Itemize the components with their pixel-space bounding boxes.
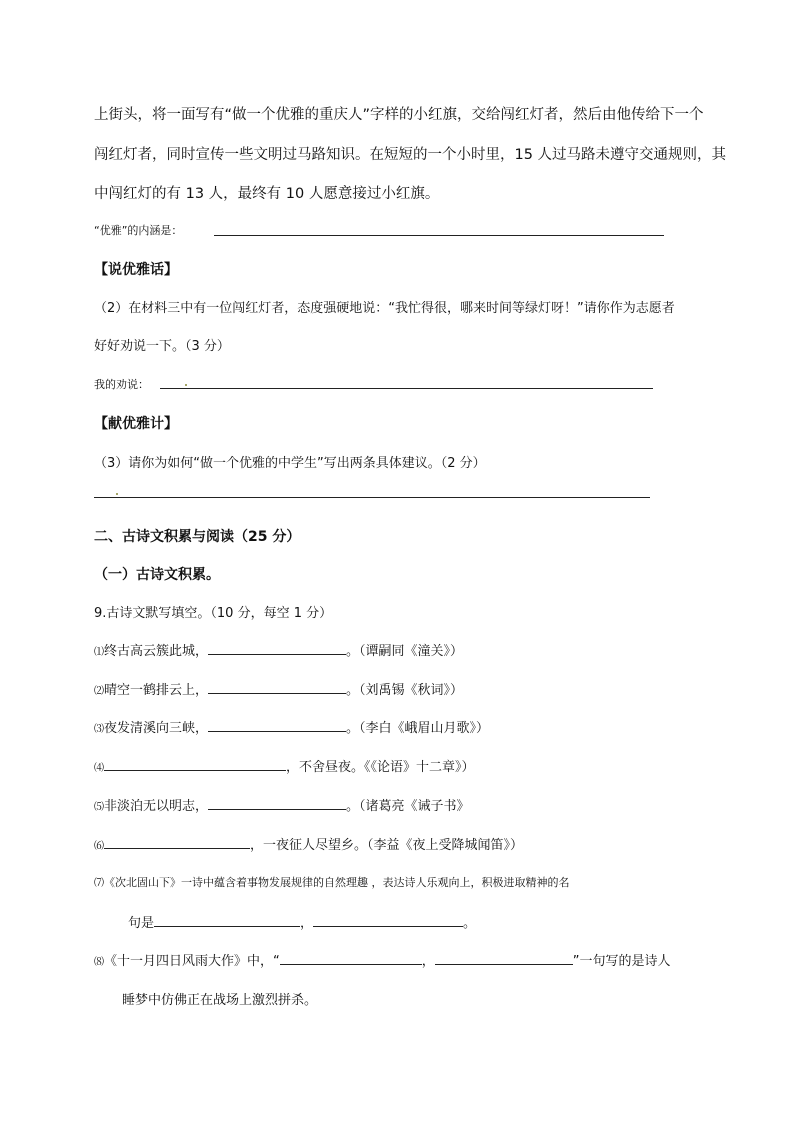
stray-mark: [116, 493, 118, 495]
q3-line-1: （3）请你为如何“做一个优雅的中学生”写出两条具体建议。（2 分）: [94, 456, 486, 471]
poem-before: 终古高云簇此城，: [104, 644, 209, 659]
poem-after: ，一夜征人尽望乡。（李益《夜上受降城闻笛》）: [250, 838, 524, 853]
material-line-2: 闯红灯者，同时宣传一些文明过马路知识。在短短的一个小时里，15 人过马路未遵守交通规则，其: [94, 147, 727, 163]
q1-prompt: “优雅”的内涵是：: [94, 224, 183, 237]
q8-end: ”一句写的是诗人: [572, 954, 671, 969]
q8-line-2: 睡梦中仿佛正在战场上激烈拼杀。: [122, 993, 318, 1008]
poem-blank[interactable]: [208, 718, 346, 732]
material-line-3: 中闯红灯的有 13 人，最终有 10 人愿意接过小红旗。: [94, 186, 440, 202]
q8-start: 《十一月四日风雨大作》中，“: [104, 954, 280, 969]
q8-blank-2[interactable]: [435, 951, 573, 965]
q7-blank-1[interactable]: [154, 913, 300, 927]
q7-end: 。: [463, 916, 477, 931]
item-number: ⑹: [94, 841, 104, 852]
q8-blank-1[interactable]: [280, 951, 422, 965]
poem-before: 非淡泊无以明志，: [104, 799, 209, 814]
q2-line-2: 好好劝说一下。（3 分）: [94, 339, 230, 354]
q7-line-2: [128, 912, 476, 931]
poem-item-4: [94, 756, 475, 775]
q7-start: 句是: [128, 916, 155, 931]
part2-subheading: （一）古诗文积累。: [94, 567, 220, 583]
poem-blank[interactable]: [208, 641, 346, 655]
q2-line-1: （2）在材料三中有一位闯红灯者，态度强硬地说：“我忙得很，哪来时间等绿灯呀！”请你作为志愿者: [94, 301, 675, 316]
q7-text: 《次北固山下》一诗中蕴含着事物发展规律的自然理趣 ，表达诗人乐观向上，积极进取精神的名: [104, 876, 570, 889]
q8-comma: ，: [421, 954, 435, 969]
q7-blank-2[interactable]: [313, 913, 463, 927]
item-number: ⑵: [94, 686, 104, 697]
q3-answer-line[interactable]: [94, 497, 650, 498]
poem-after: 。（刘禹锡《秋词》）: [346, 683, 464, 698]
q7-comma: ，: [300, 916, 314, 931]
q2-answer-line[interactable]: [160, 388, 653, 389]
poem-item-3: [94, 717, 489, 736]
poem-after: 。（李白《峨眉山月歌》）: [346, 721, 490, 736]
item-number: ⑸: [94, 802, 104, 813]
poem-before: 晴空一鹤排云上，: [104, 683, 209, 698]
poem-after: 。（诸葛亮《诫子书》: [346, 799, 470, 814]
q2-prompt: 我的劝说：: [94, 378, 149, 391]
q7-line-1: [94, 874, 570, 890]
item-number: ⑷: [94, 763, 104, 774]
poem-after: 。（谭嗣同《潼关》）: [346, 644, 464, 659]
part2-heading: 二、古诗文积累与阅读（25 分）: [94, 529, 301, 545]
q9-title: 9.古诗文默写填空。（10 分，每空 1 分）: [94, 606, 333, 621]
poem-blank[interactable]: [208, 796, 346, 810]
q8-line-1: [94, 950, 671, 969]
poem-item-2: [94, 679, 463, 698]
item-number: ⑴: [94, 647, 104, 658]
poem-blank[interactable]: [104, 835, 250, 849]
section-plan-heading: 【献优雅计】: [94, 416, 178, 432]
poem-after: ，不舍昼夜。《《论语》十二章》）: [286, 760, 475, 775]
poem-item-5: [94, 795, 470, 814]
q1-answer-line[interactable]: [214, 235, 664, 236]
poem-blank[interactable]: [104, 757, 286, 771]
stray-mark: [185, 384, 187, 386]
poem-blank[interactable]: [208, 680, 346, 694]
poem-item-1: [94, 640, 463, 659]
poem-item-6: [94, 834, 523, 853]
material-line-1: 上街头，将一面写有“做一个优雅的重庆人”字样的小红旗，交给闯红灯者，然后由他传给下一个: [94, 107, 704, 123]
item-number: ⑶: [94, 724, 104, 735]
section-speak-heading: 【说优雅话】: [94, 262, 178, 278]
item-number: ⑻: [94, 957, 104, 968]
item-number: ⑺: [94, 878, 104, 889]
poem-before: 夜发清溪向三峡，: [104, 721, 209, 736]
